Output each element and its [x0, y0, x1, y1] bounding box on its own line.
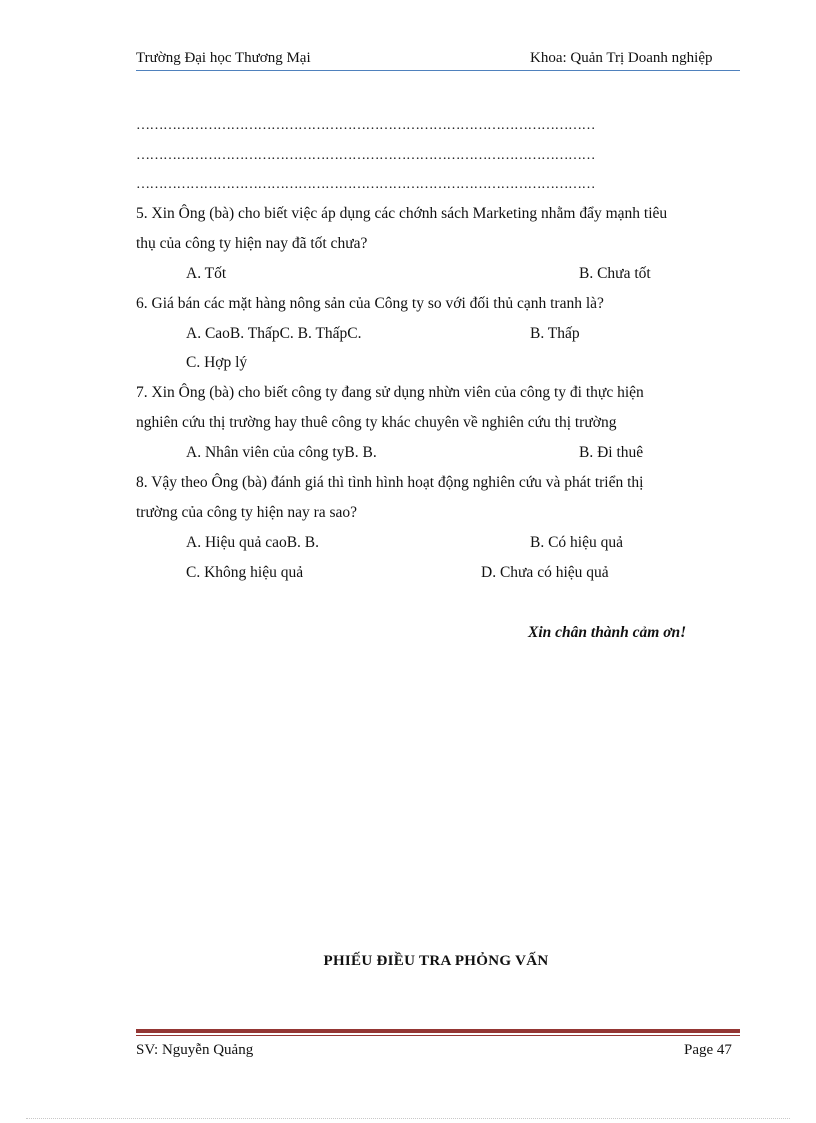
closing-thanks: Xin chân thành cảm ơn! [528, 624, 687, 641]
question-8-option-b: B. Có hiệu quả [530, 534, 623, 551]
question-8-text-cont: trường của công ty hiện nay ra sao? [136, 504, 358, 521]
dotted-answer-line: ………………………………………………………………………………………… [136, 118, 595, 133]
question-8-option-d: D. Chưa có hiệu quả [481, 564, 609, 581]
question-6-option-a: A. CaoB. ThấpC. B. ThấpC. [186, 325, 362, 342]
footer-rule [136, 1029, 740, 1033]
question-6-option-c: C. Hợp lý [186, 354, 248, 371]
question-7-option-a: A. Nhân viên của công tyB. B. [186, 444, 377, 461]
header-school: Trường Đại học Thương Mại [136, 50, 311, 66]
dotted-answer-line: ………………………………………………………………………………………… [136, 177, 595, 192]
footer-rule-thin [136, 1035, 740, 1036]
question-7-text: 7. Xin Ông (bà) cho biết công ty đang sử dụng nhừn viên của công ty đi thực hiện [136, 384, 644, 401]
question-6-text: 6. Giá bán các mặt hàng nông sản của Công ty so với đối thủ cạnh tranh là? [136, 295, 604, 312]
footer-student: SV: Nguyễn Quảng [136, 1042, 254, 1058]
question-5-text-cont: thụ của công ty hiện nay đã tốt chưa? [136, 235, 368, 252]
question-5-option-a: A. Tốt [186, 265, 227, 282]
dotted-answer-line: ………………………………………………………………………………………… [136, 148, 595, 163]
question-8-text: 8. Vậy theo Ông (bà) đánh giá thì tình hình hoạt động nghiên cứu và phát triển thị [136, 474, 644, 491]
question-5-text: 5. Xin Ông (bà) cho biết việc áp dụng các chớnh sách Marketing nhằm đẩy mạnh tiêu [136, 205, 668, 222]
survey-title: PHIẾU ĐIỀU TRA PHỎNG VẤN [323, 953, 549, 969]
page-bottom-dotted-border [26, 1118, 790, 1119]
question-8-option-c: C. Không hiệu quả [186, 564, 304, 581]
question-7-text-cont: nghiên cứu thị trường hay thuê công ty khác chuyên về nghiên cứu thị trường [136, 414, 617, 431]
header-faculty: Khoa: Quản Trị Doanh nghiệp [530, 50, 713, 66]
question-7-option-b: B. Đi thuê [579, 444, 644, 461]
question-5-option-b: B. Chưa tốt [579, 265, 651, 282]
question-8-option-a: A. Hiệu quả caoB. B. [186, 534, 320, 551]
page-number: Page 47 [684, 1042, 732, 1058]
question-6-option-b: B. Thấp [530, 325, 580, 342]
header-rule [136, 70, 740, 71]
